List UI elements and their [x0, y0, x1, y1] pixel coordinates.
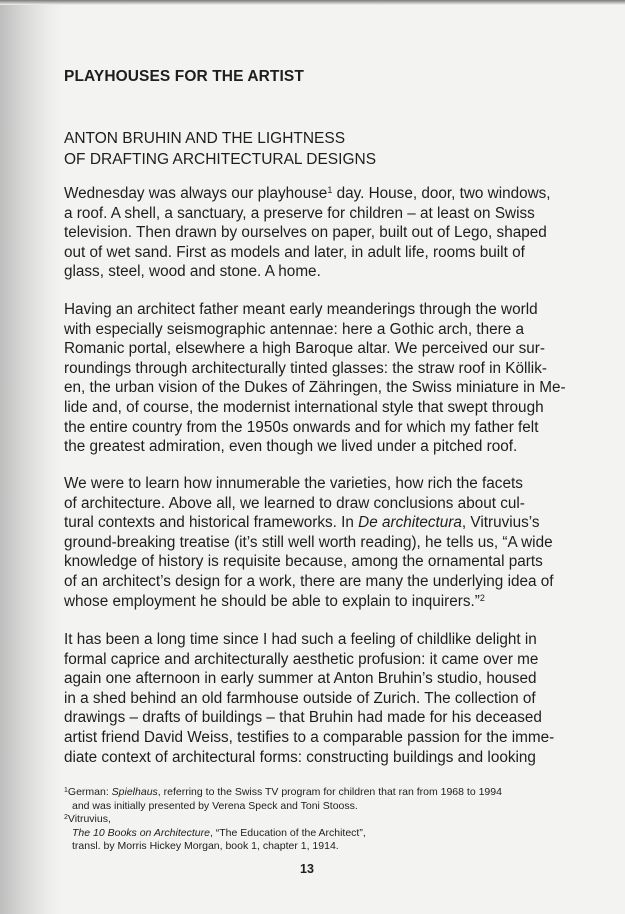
page-gutter-shadow	[0, 0, 62, 914]
footnote-2-line: The 10 Books on Architecture, “The Education of the Architect”,	[72, 826, 366, 839]
text-line: television. Then drawn by ourselves on paper, built out of Lego, shaped	[64, 224, 547, 242]
text-line: whose employment he should be able to explain to inquirers.”$^2$	[64, 592, 485, 610]
text-line: roundings through architecturally tinted glasses: the straw roof in Köllik-	[64, 359, 547, 377]
text-line: Romanic portal, elsewhere a high Baroque altar. We perceived our sur-	[64, 340, 545, 358]
text-line: of an architect’s design for a work, there are many the underlying idea of	[64, 572, 554, 590]
footnote-1: $^1$German: Spielhaus, referring to the Swiss TV program for children that ran from 1968 to 1994	[64, 786, 502, 798]
subtitle-line: OF DRAFTING ARCHITECTURAL DESIGNS	[64, 151, 377, 168]
text-line: diate context of architectural forms: constructing buildings and looking	[64, 748, 536, 766]
footnote-ref-2: 2	[479, 592, 485, 603]
text-line: We were to learn how innumerable the varieties, how rich the facets	[64, 475, 523, 492]
footnote-2: $^2$Vitruvius,	[64, 813, 111, 825]
paragraph-3	[64, 474, 554, 611]
paragraph-2	[64, 300, 566, 457]
page-top-edge	[0, 0, 625, 5]
text-line: out of wet sand. First as models and later, in adult life, rooms built of	[64, 243, 525, 261]
text-line: lide and, of course, the modernist international style that swept through	[64, 398, 544, 416]
text-line: drawings – drafts of buildings – that Bruhin had made for his deceased	[64, 709, 542, 727]
text-line: glass, steel, wood and stone. A home.	[64, 263, 321, 281]
text-line: knowledge of history is requisite because, among the ornamental parts	[64, 553, 543, 571]
subtitle-line: ANTON BRUHIN AND THE LIGHTNESS	[64, 130, 346, 147]
essay-subtitle	[64, 128, 376, 170]
text-line: the entire country from the 1950s onwards and for which my father felt	[64, 418, 539, 436]
text-line: with especially seismographic antennae: here a Gothic arch, there a	[64, 320, 525, 338]
footnote-2-line: transl. by Morris Hickey Morgan, book 1, chapter 1, 1914.	[72, 840, 339, 852]
book-title-de-architectura: De architectura	[358, 514, 462, 532]
text-line: again one afternoon in early summer at Anton Bruhin’s studio, housed	[64, 670, 537, 688]
text-line: Having an architect father meant early meanderings through the world	[64, 301, 538, 318]
text-line: en, the urban vision of the Dukes of Zähringen, the Swiss miniature in Me-	[64, 379, 566, 397]
text-line: in a shed behind an old farmhouse outside of Zurich. The collection of	[64, 689, 536, 707]
chapter-title: PLAYHOUSES FOR THE ARTIST	[64, 68, 304, 85]
text-line: Wednesday was always our playhouse$^1$ day. House, door, two windows,	[64, 185, 551, 202]
text-line: of architecture. Above all, we learned to draw conclusions about cul-	[64, 494, 525, 512]
paragraph-4	[64, 630, 554, 767]
footnote-mark: 1	[64, 787, 68, 794]
paragraph-1	[64, 184, 551, 282]
footnote-ref-1: 1	[327, 185, 333, 195]
text-line: formal caprice and architecturally aesthetic profusion: it came over me	[64, 650, 539, 668]
text-line: ground-breaking treatise (it’s still well worth reading), he tells us, “A wide	[64, 533, 553, 551]
footnote-1-line: and was initially presented by Verena Speck and Toni Stooss.	[72, 799, 358, 812]
footnote-mark: 2	[64, 814, 68, 821]
text-line: the greatest admiration, even though we lived under a pitched roof.	[64, 438, 518, 456]
text-line: a roof. A shell, a sanctuary, a preserve for children – at least on Swiss	[64, 204, 535, 222]
text-line: It has been a long time since I had such a feeling of childlike delight in	[64, 631, 537, 648]
text-line: artist friend David Weiss, testifies to a comparable passion for the imme-	[64, 728, 555, 746]
page-number: 13	[300, 862, 314, 876]
footnotes	[64, 786, 502, 854]
text-line: tural contexts and historical frameworks. In De architectura, Vitruvius’s	[64, 514, 540, 532]
